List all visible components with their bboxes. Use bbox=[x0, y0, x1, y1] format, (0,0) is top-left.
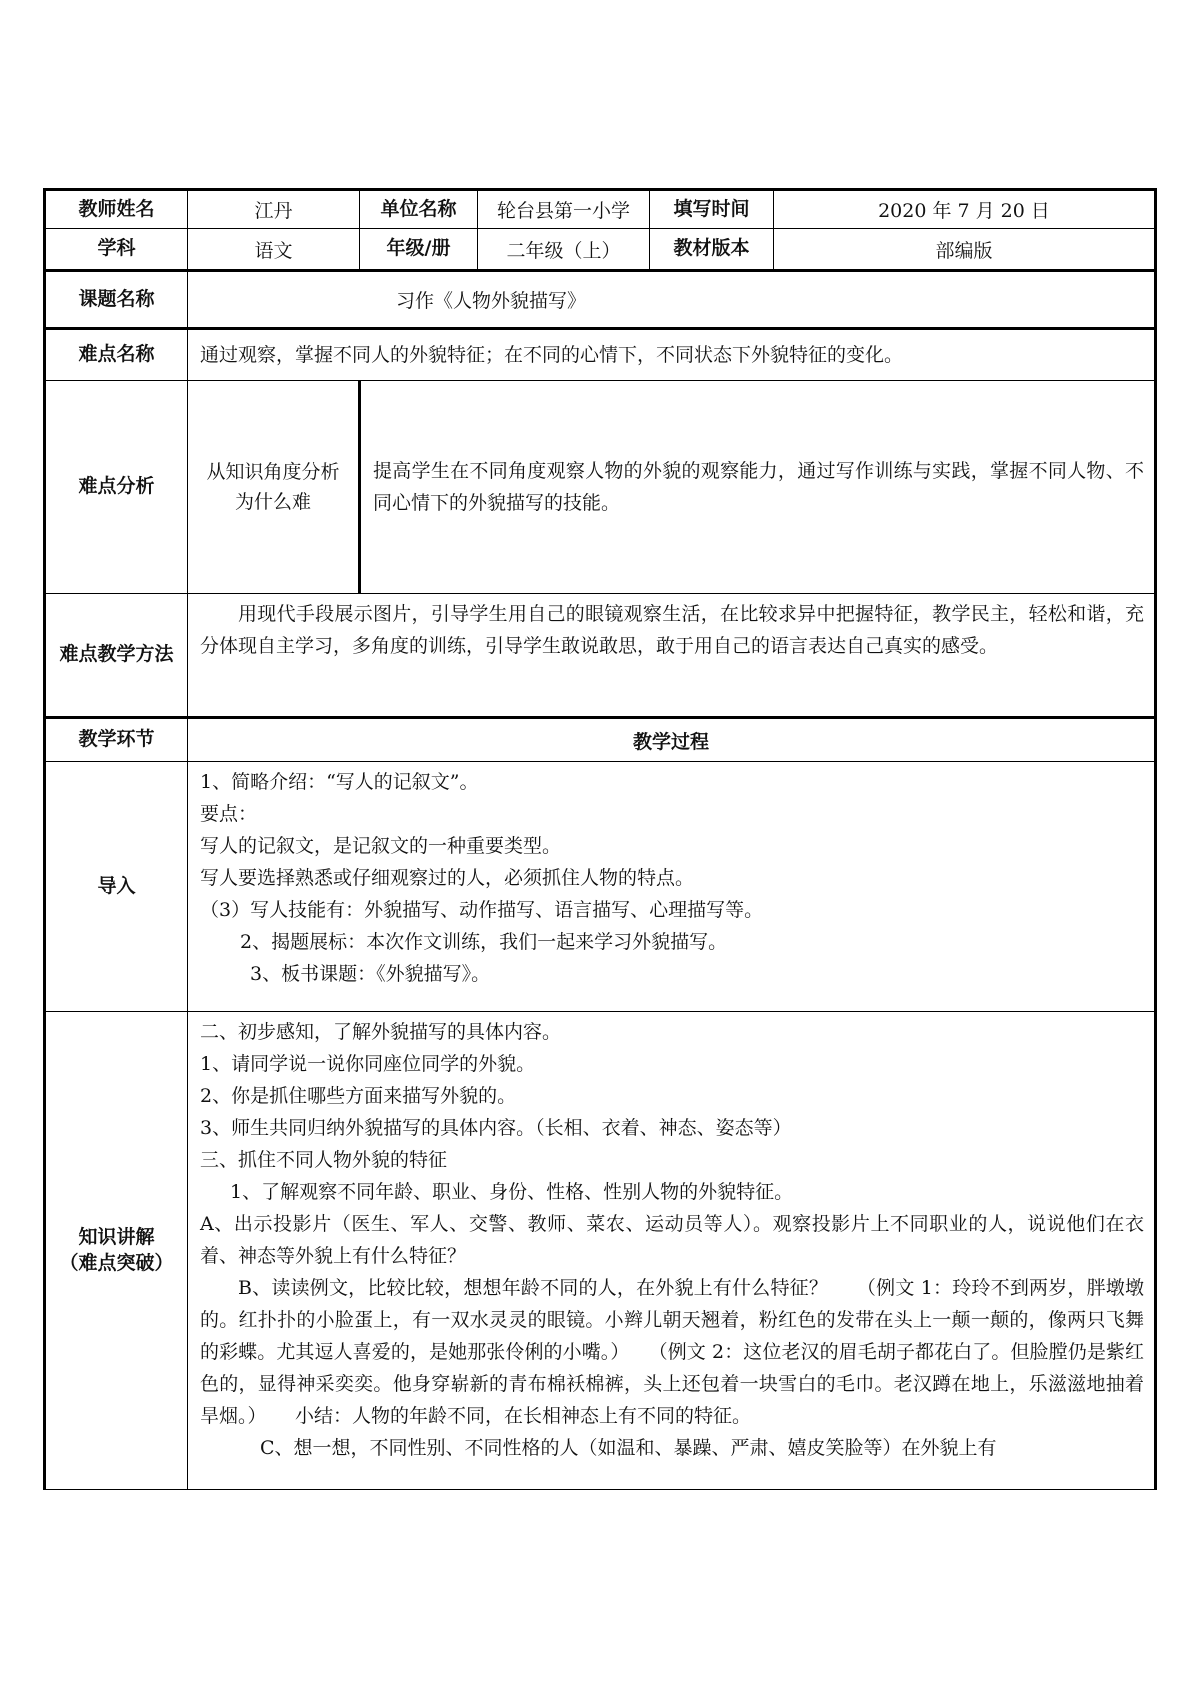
knowledge-row bbox=[45, 1012, 1156, 1490]
lesson-plan-table bbox=[43, 188, 1157, 1490]
knowledge-sub-label: （难点突破） bbox=[59, 1251, 174, 1274]
unit-name-value: 轮台县第一小学 bbox=[478, 190, 650, 229]
intro-line-1: 1、简略介绍：“写人的记叙文”。 bbox=[200, 771, 479, 793]
intro-line-6: 2、揭题展标：本次作文训练，我们一起来学习外貌描写。 bbox=[240, 931, 728, 953]
knowledge-line-2: 1、请同学说一说你同座位同学的外貌。 bbox=[200, 1053, 536, 1075]
knowledge-line-9: C、想一想，不同性别、不同性格的人（如温和、暴躁、严肃、嬉皮笑脸等）在外貌上有 bbox=[260, 1437, 997, 1459]
teaching-method-value: 用现代手段展示图片，引导学生用自己的眼镜观察生活，在比较求异中把握特征，教学民主，轻松和谐，充分体现自主学习，多角度的训练，引导学生敢说敢思，敢于用自己的语言表达自己真实的感受。 bbox=[188, 594, 1156, 718]
intro-line-5: （3）写人技能有：外貌描写、动作描写、语言描写、心理描写等。 bbox=[200, 899, 764, 921]
intro-row bbox=[45, 762, 1156, 1012]
difficulty-analysis-label: 难点分析 bbox=[45, 381, 188, 594]
process-content-header: 教学过程 bbox=[188, 718, 1156, 762]
knowledge-line-4: 3、师生共同归纳外貌描写的具体内容。（长相、衣着、神态、姿态等） bbox=[200, 1117, 792, 1139]
intro-line-2: 要点： bbox=[200, 803, 258, 825]
edition-label: 教材版本 bbox=[650, 229, 774, 271]
knowledge-line-8: B、读读例文，比较比较，想想年龄不同的人，在外貌上有什么特征？ （例文 1：玲玲不到两岁，胖墩墩的。红扑扑的小脸蛋上，有一双水灵灵的眼镜。小辫儿朝天翘着，粉红色的发带在头上一颠一颠的，像两只飞舞的彩蝶。尤其逗人喜爱的，是她那张伶俐的小嘴。） （例文 2：这位老汉的眉毛胡子都花白了。但脸膛仍是紫红色的，显得神采奕奕。他身穿崭新的青布棉袄棉裤，头上还包着一块雪白的毛巾。老汉蹲在地上，乐滋滋地抽着旱烟。） 小结：人物的年龄不同，在长相神态上有不同的特征。 bbox=[200, 1277, 1144, 1427]
topic-label: 课题名称 bbox=[45, 271, 188, 329]
unit-name-label: 单位名称 bbox=[360, 190, 478, 229]
process-header-row bbox=[45, 718, 1156, 762]
difficulty-name-label: 难点名称 bbox=[45, 329, 188, 381]
intro-line-3: 写人的记叙文，是记叙文的一种重要类型。 bbox=[200, 835, 562, 857]
edition-value: 部编版 bbox=[774, 229, 1156, 271]
knowledge-content bbox=[188, 1012, 1156, 1490]
header-row-1 bbox=[45, 190, 1156, 229]
intro-label: 导入 bbox=[45, 762, 188, 1012]
difficulty-analysis-value: 提高学生在不同角度观察人物的外貌的观察能力，通过写作训练与实践，掌握不同人物、不同心情下的外貌描写的技能。 bbox=[360, 381, 1156, 594]
subject-label: 学科 bbox=[45, 229, 188, 271]
knowledge-line-5: 三、抓住不同人物外貌的特征 bbox=[200, 1149, 448, 1171]
grade-label: 年级/册 bbox=[360, 229, 478, 271]
intro-line-4: 写人要选择熟悉或仔细观察过的人，必须抓住人物的特点。 bbox=[200, 867, 695, 889]
grade-value: 二年级（上） bbox=[478, 229, 650, 271]
header-row-2 bbox=[45, 229, 1156, 271]
subject-value: 语文 bbox=[188, 229, 360, 271]
teacher-name-value: 江丹 bbox=[188, 190, 360, 229]
knowledge-line-3: 2、你是抓住哪些方面来描写外貌的。 bbox=[200, 1085, 517, 1107]
knowledge-label-cell bbox=[45, 1012, 188, 1490]
intro-content bbox=[188, 762, 1156, 1012]
knowledge-angle-cell bbox=[188, 381, 360, 594]
knowledge-line-6: 1、了解观察不同年龄、职业、身份、性格、性别人物的外貌特征。 bbox=[230, 1181, 794, 1203]
intro-line-7: 3、板书课题：《外貌描写》。 bbox=[250, 963, 491, 985]
difficulty-analysis-row bbox=[45, 381, 1156, 594]
topic-value: 习作《人物外貌描写》 bbox=[188, 271, 1156, 329]
fill-time-label: 填写时间 bbox=[650, 190, 774, 229]
knowledge-angle-line-2: 为什么难 bbox=[234, 491, 311, 513]
knowledge-line-1: 二、初步感知，了解外貌描写的具体内容。 bbox=[200, 1021, 562, 1043]
teaching-method-row bbox=[45, 594, 1156, 718]
process-step-header: 教学环节 bbox=[45, 718, 188, 762]
knowledge-line-7: A、出示投影片（医生、军人、交警、教师、菜农、运动员等人）。观察投影片上不同职业的人，说说他们在衣着、神态等外貌上有什么特征？ bbox=[200, 1213, 1144, 1267]
teaching-method-label: 难点教学方法 bbox=[45, 594, 188, 718]
knowledge-label: 知识讲解 bbox=[78, 1225, 155, 1248]
difficulty-name-value: 通过观察，掌握不同人的外貌特征；在不同的心情下，不同状态下外貌特征的变化。 bbox=[188, 329, 1156, 381]
teacher-name-label: 教师姓名 bbox=[45, 190, 188, 229]
fill-time-value: 2020 年 7 月 20 日 bbox=[774, 190, 1156, 229]
difficulty-name-row bbox=[45, 329, 1156, 381]
topic-row bbox=[45, 271, 1156, 329]
knowledge-angle-line-1: 从知识角度分析 bbox=[206, 461, 340, 483]
